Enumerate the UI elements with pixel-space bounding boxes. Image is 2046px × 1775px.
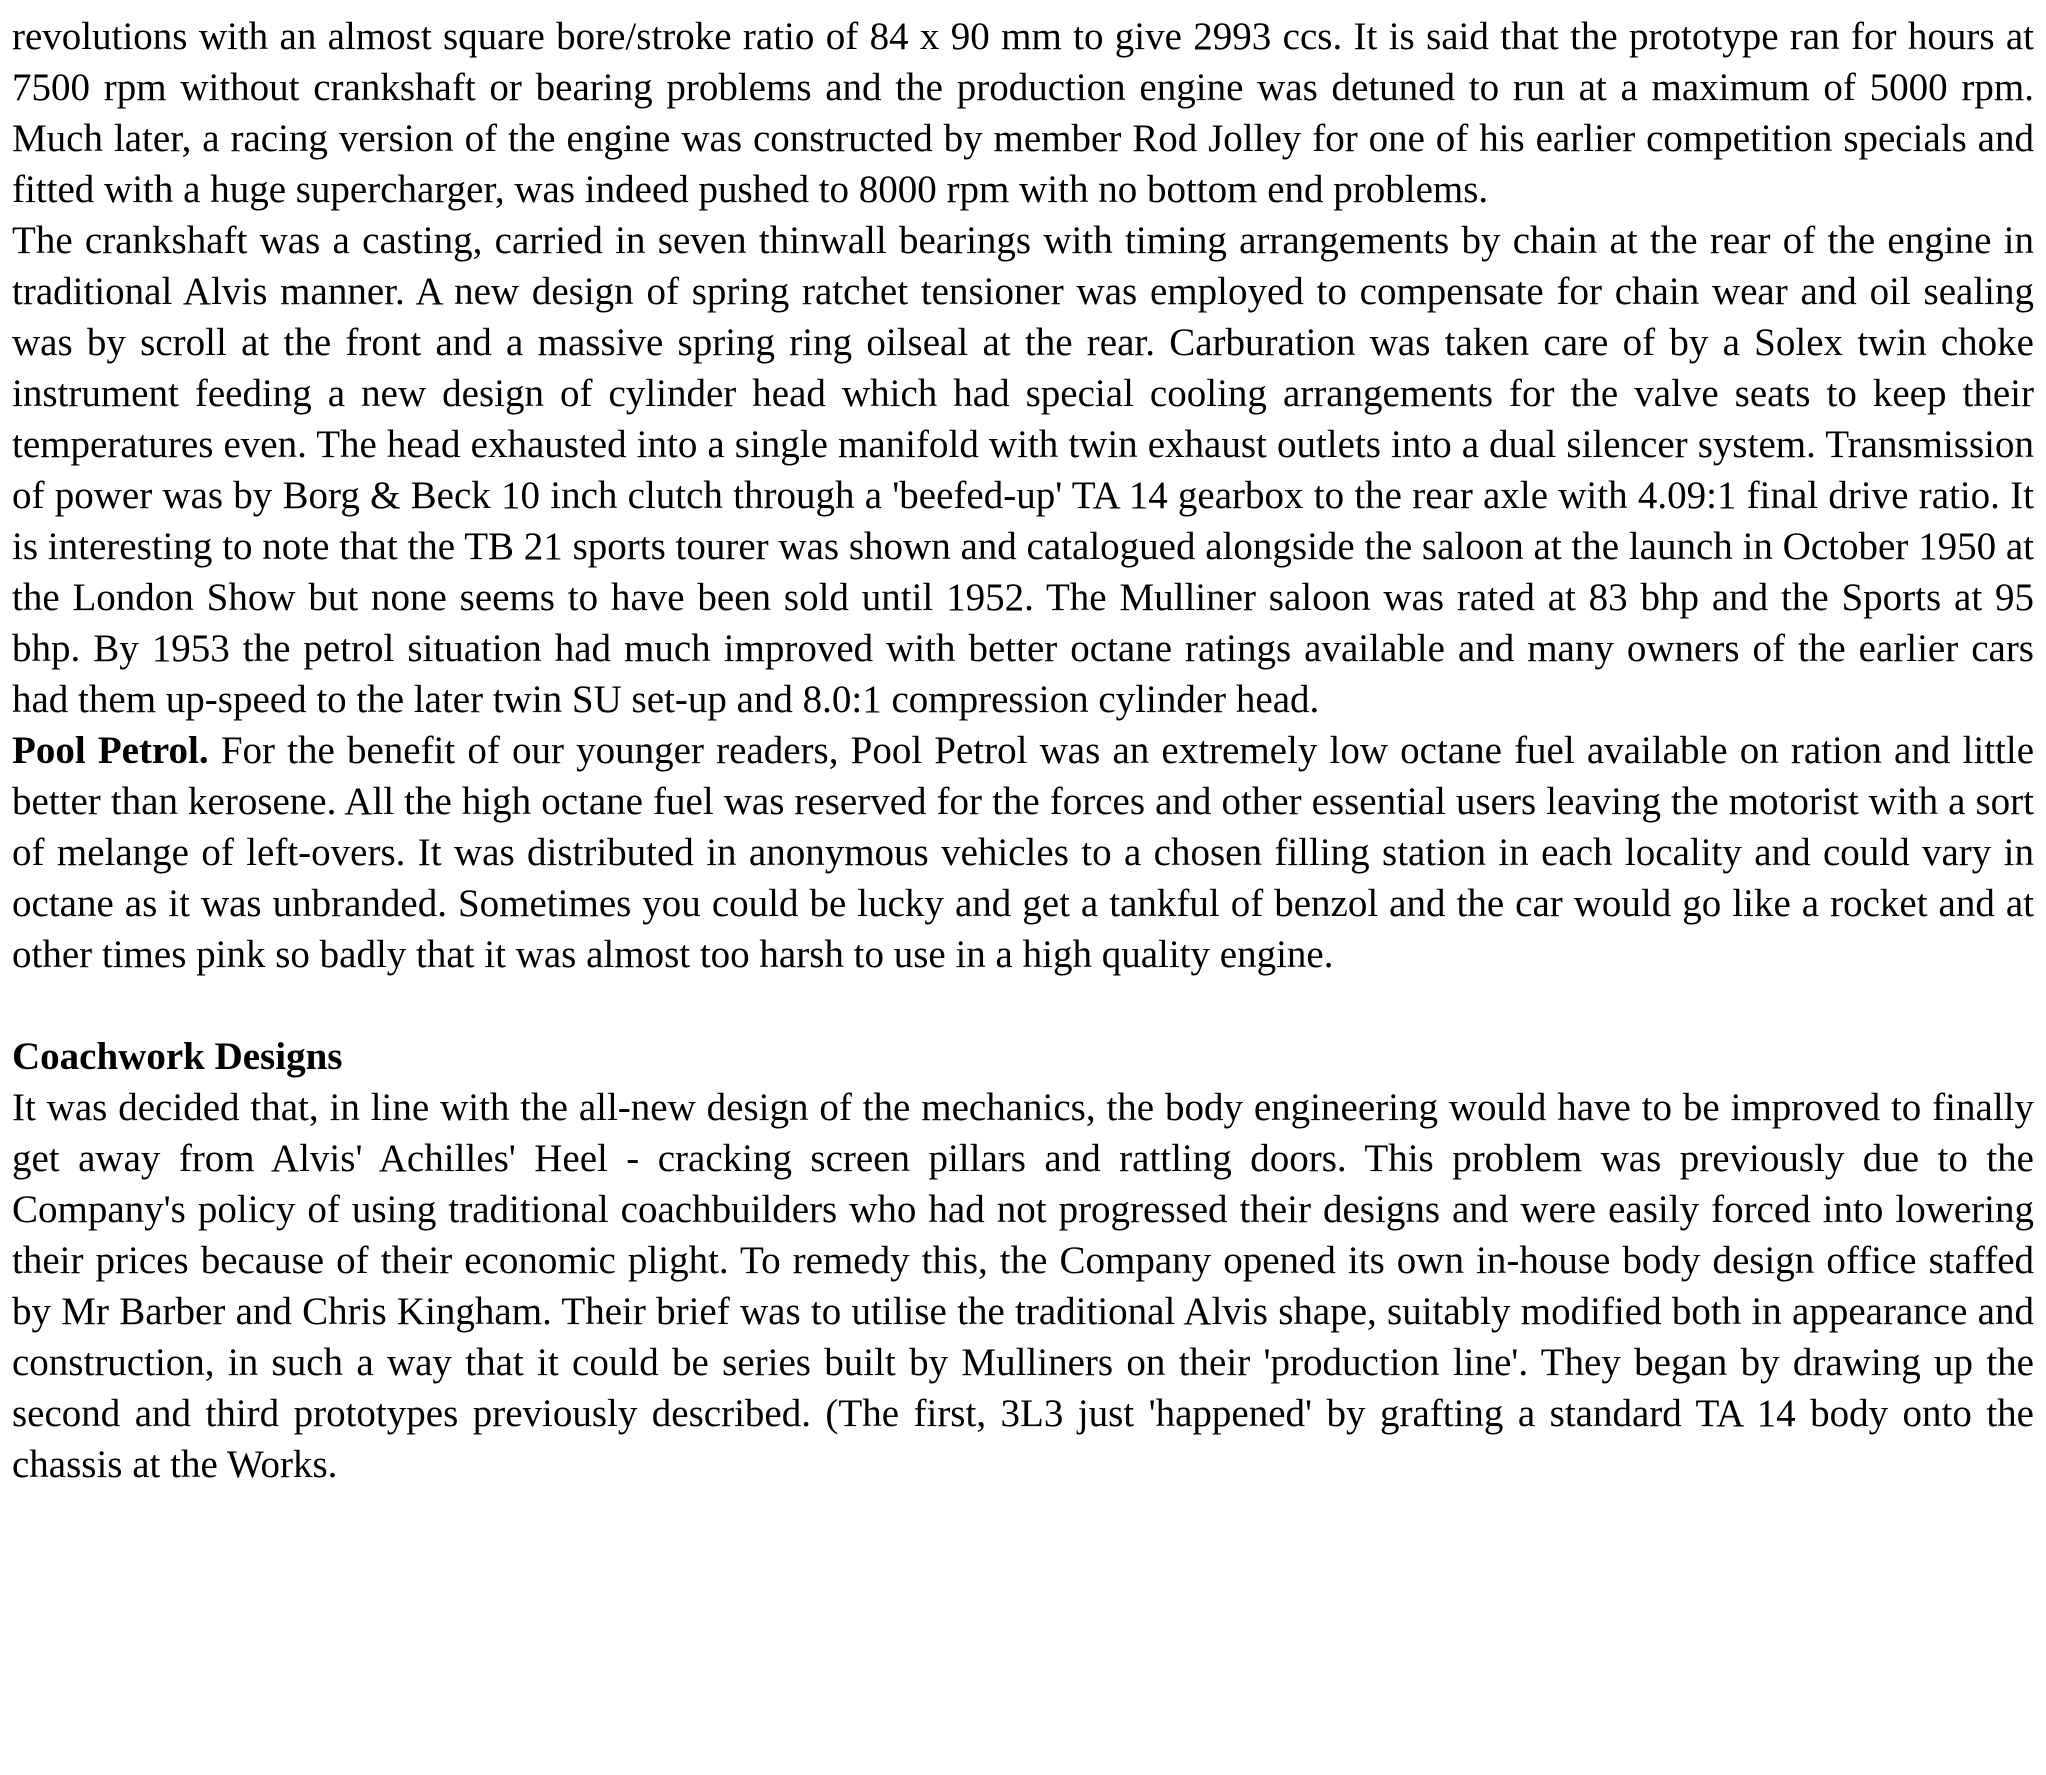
paragraph-coachwork: It was decided that, in line with the all-new design of the mechanics, the body engineering would have to be improved to finally get away from Alvis' Achilles' Heel - cracking screen pillars and rattling doors. This problem was previously due to the Company's policy of using traditional coachbuilders who had not progressed their designs and were easily forced into lowering their prices because of their economic plight. To remedy this, the Company opened its own in-house body design office staffed by Mr Barber and Chris Kingham. Their brief was to utilise the traditional Alvis shape, suitably modified both in appearance and construction, in such a way that it could be series built by Mulliners on their 'production line'. They began by drawing up the second and third prototypes previously described. (The first, 3L3 just 'happened' by grafting a standard TA 14 body onto the chassis at the Works. <box>12 1086 2034 1486</box>
section-heading-coachwork: Coachwork Designs <box>12 1035 343 1078</box>
document-page <box>12 0 2034 1490</box>
pool-petrol-text: For the benefit of our younger readers, Pool Petrol was an extremely low octane fuel available on ration and little better than kerosene. All the high octane fuel was reserved for the forces and other essential users leaving the motorist with a sort of melange of left-overs. It was distributed in anonymous vehicles to a chosen filling station in each locality and could vary in octane as it was unbranded. Sometimes you could be lucky and get a tankful of benzol and the car would go like a rocket and at other times pink so badly that it was almost too harsh to use in a high quality engine. <box>12 729 2035 976</box>
paragraph-pool-petrol <box>12 725 2034 980</box>
pool-petrol-label: Pool Petrol. <box>12 729 209 772</box>
paragraph-crankshaft-transmission: The crankshaft was a casting, carried in seven thinwall bearings with timing arrangements by chain at the rear of the engine in traditional Alvis manner. A new design of spring ratchet tensioner was employed to compensate for chain wear and oil sealing was by scroll at the front and a massive spring ring oilseal at the rear. Carburation was taken care of by a Solex twin choke instrument feeding a new design of cylinder head which had special cooling arrangements for the valve seats to keep their temperatures even. The head exhausted into a single manifold with twin exhaust outlets into a dual silencer system. Transmission of power was by Borg & Beck 10 inch clutch through a 'beefed-up' TA 14 gearbox to the rear axle with 4.09:1 final drive ratio. It is interesting to note that the TB 21 sports tourer was shown and catalogued alongside the saloon at the launch in October 1950 at the London Show but none seems to have been sold until 1952. The Mulliner saloon was rated at 83 bhp and the Sports at 95 bhp. By 1953 the petrol situation had much improved with better octane ratings available and many owners of the earlier cars had them up-speed to the later twin SU set-up and 8.0:1 compression cylinder head. <box>12 219 2034 721</box>
paragraph-engine-performance: revolutions with an almost square bore/stroke ratio of 84 x 90 mm to give 2993 ccs. It is said that the prototype ran for hours at 7500 rpm without crankshaft or bearing problems and the production engine was detuned to run at a maximum of 5000 rpm. Much later, a racing version of the engine was constructed by member Rod Jolley for one of his earlier competition specials and fitted with a huge supercharger, was indeed pushed to 8000 rpm with no bottom end problems. <box>12 15 2034 211</box>
